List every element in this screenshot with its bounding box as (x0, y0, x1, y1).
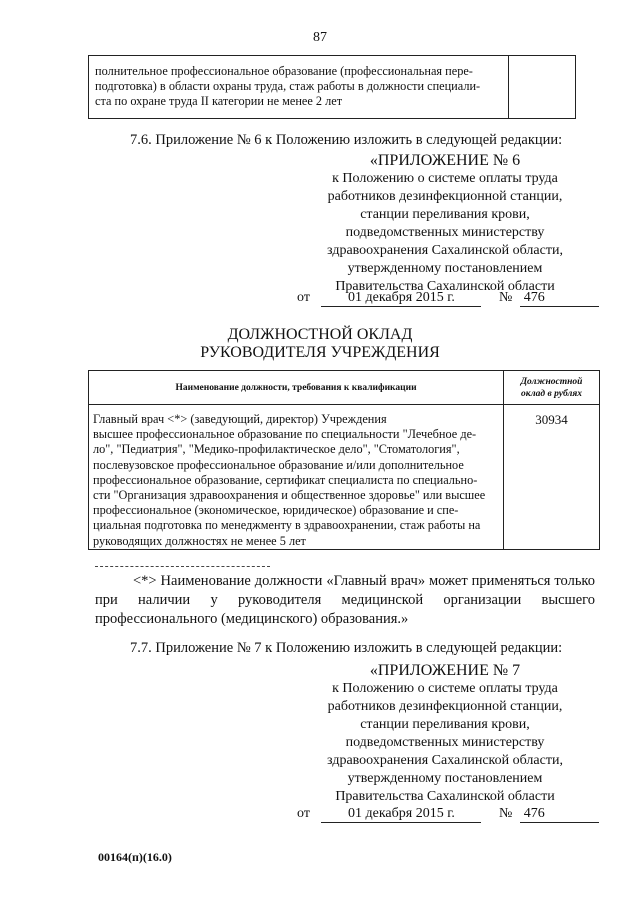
column-header-position: Наименование должности, требования к квалификации (89, 371, 504, 405)
ot-label: от (297, 806, 310, 821)
requirements-line: Главный врач <*> (заведующий, директор) Учреждения (93, 412, 387, 426)
requirements-line: послевузовское профессиональное образование и/или дополнительное (93, 457, 464, 472)
salary-table (88, 370, 600, 550)
appendix-7-line: утвержденному постановлением (347, 771, 543, 786)
footnote: <*> Наименование должности «Главный врач» может применяться только при наличии у руководителя медицинской организации высшего профессионального (медицинского) образования.» (95, 573, 595, 627)
appendix-6-line: к Положению о системе оплаты труда (332, 171, 558, 186)
appendix-7-number: 476 (520, 806, 599, 823)
requirements-line: ло", "Педиатрия", "Медико-профилактическое дело", "Стоматология", (93, 442, 460, 457)
appendix-6-line: здравоохранения Сахалинской области, (327, 243, 563, 258)
continuation-line: подготовка) в области охраны труда, стаж работы в должности специали- (95, 79, 481, 93)
appendix-7-line: здравоохранения Сахалинской области, (327, 753, 563, 768)
number-sign: № (498, 806, 513, 821)
ot-label: от (297, 290, 310, 305)
title-line-1: ДОЛЖНОСТНОЙ ОКЛАД (227, 326, 413, 343)
appendix-6-line: станции переливания крови, (360, 207, 530, 222)
appendix-7-line: Правительства Сахалинской области (335, 789, 555, 804)
section-7-7: 7.7. Приложение № 7 к Положению изложить в следующей редакции: (130, 640, 563, 656)
appendix-6-line: подведомственных министерству (345, 225, 545, 240)
column-header-salary-line: оклад в рублях (521, 389, 582, 399)
requirements-line: циальная подготовка по менеджменту в здравоохранении, стаж работы на (93, 518, 481, 533)
appendix-7-title: «ПРИЛОЖЕНИЕ № 7 (369, 662, 521, 679)
continuation-line: полнительное профессиональное образование (профессиональная пере- (95, 64, 473, 78)
continuation-table-cell (89, 56, 509, 118)
appendix-7-line: к Положению о системе оплаты труда (332, 681, 558, 696)
document-code: 00164(п)(16.0) (98, 850, 172, 864)
footnote-divider (95, 566, 270, 567)
number-sign: № (498, 290, 513, 305)
section-7-6: 7.6. Приложение № 6 к Положению изложить в следующей редакции: (130, 132, 563, 148)
appendix-6-line: утвержденному постановлением (347, 261, 543, 276)
appendix-7-date-line (297, 806, 599, 823)
appendix-6-line: Правительства Сахалинской области (335, 279, 555, 294)
appendix-6-date-line (297, 290, 599, 307)
appendix-7-date: 01 декабря 2015 г. (321, 806, 481, 823)
appendix-6-line: работников дезинфекционной станции, (327, 189, 563, 204)
continuation-table (88, 55, 576, 119)
appendix-7-line: подведомственных министерству (345, 735, 545, 750)
doc-title (0, 326, 640, 362)
requirements-line: сти "Организация здравоохранения и общественное здоровье" или высшее (93, 488, 486, 503)
page-number: 87 (313, 30, 327, 45)
title-line-2: РУКОВОДИТЕЛЯ УЧРЕЖДЕНИЯ (200, 344, 440, 361)
requirements-line: профессиональное образование, сертификат специалиста по специально- (93, 472, 478, 487)
appendix-6-date: 01 декабря 2015 г. (321, 290, 481, 307)
appendix-7-header (295, 662, 595, 806)
column-header-salary (504, 371, 599, 405)
requirements-line: профессиональное (экономическое, юридическое) образование и спе- (93, 503, 459, 518)
requirements-line: высшее профессиональное образование по специальности "Лечебное де- (93, 427, 477, 442)
appendix-6-title: «ПРИЛОЖЕНИЕ № 6 (369, 152, 521, 169)
appendix-7-line: работников дезинфекционной станции, (327, 699, 563, 714)
column-header-salary-line: Должностной (520, 377, 583, 387)
appendix-7-line: станции переливания крови, (360, 717, 530, 732)
continuation-line: ста по охране труда II категории не менее 2 лет (95, 94, 343, 108)
salary-value: 30934 (535, 412, 568, 427)
requirements-line: руководящих должностях не менее 5 лет (93, 533, 306, 548)
appendix-6-number: 476 (520, 290, 599, 307)
position-requirements-cell (89, 405, 504, 549)
appendix-6-header (295, 152, 595, 296)
